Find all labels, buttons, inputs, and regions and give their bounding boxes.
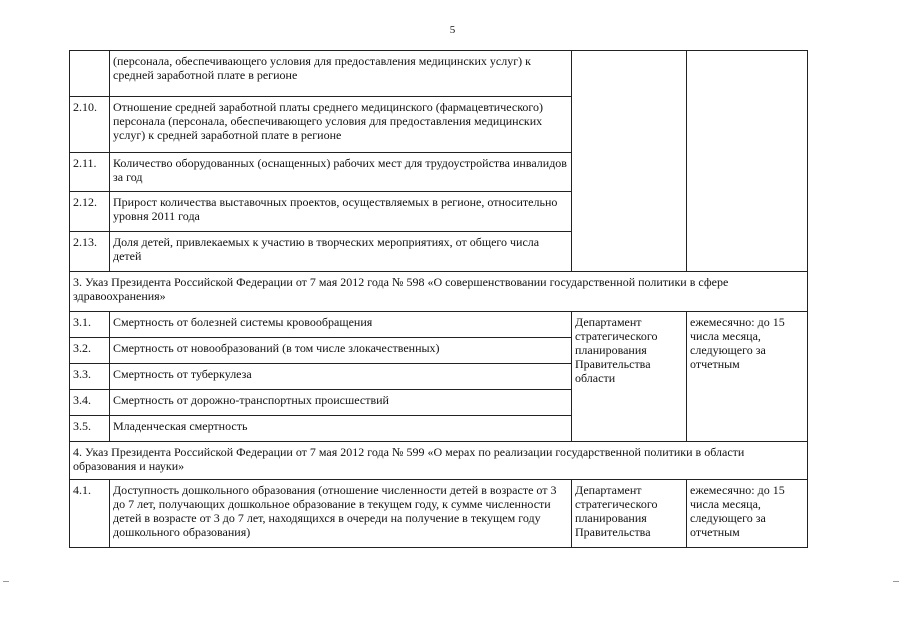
row-number: 3.3. [70,364,110,390]
row-text: Отношение средней заработной платы среднего медицинского (фармацевтического) персонала (персонала, обеспечивающего условия для предоставления медицинских услуг) к средней заработной плате в регионе [110,97,572,153]
period-cell: ежемесячно: до 15 числа месяца, следующего за отчетным [687,480,808,548]
table-row [70,51,808,97]
row-text: Смертность от новообразований (в том числе злокачественных) [110,338,572,364]
row-number: 3.4. [70,390,110,416]
row-text: Смертность от туберкулеза [110,364,572,390]
department-cell-empty [572,51,687,272]
row-text: Доля детей, привлекаемых к участию в творческих мероприятиях, от общего числа детей [110,232,572,272]
row-text: (персонала, обеспечивающего условия для предоставления медицинских услуг) к средней заработной плате в регионе [110,51,572,97]
section-heading: 3. Указ Президента Российской Федерации от 7 мая 2012 года № 598 «О совершенствовании государственной политики в сфере здравоохранения» [70,272,808,312]
row-text: Младенческая смертность [110,416,572,442]
row-number: 2.11. [70,153,110,192]
row-number: 3.2. [70,338,110,364]
row-text: Доступность дошкольного образования (отношение численности детей в возрасте от 3 до 7 лет, получающих дошкольное образование в текущем году, к сумме численности детей в возрасте от 3 до 7 лет, находящихся в очереди на получение в текущем году дошкольного образования) [110,480,572,548]
page-number: 5 [449,24,456,36]
table-row [70,480,808,548]
row-number: 3.1. [70,312,110,338]
department-cell: Департамент стратегического планирования Правительства [572,480,687,548]
section-heading-row [70,442,808,480]
scan-mark [893,581,899,582]
section-heading: 4. Указ Президента Российской Федерации от 7 мая 2012 года № 599 «О мерах по реализации государственной политики в области образования и науки» [70,442,808,480]
indicators-table [69,50,808,548]
row-number: 2.13. [70,232,110,272]
section-heading-row [70,272,808,312]
period-cell-empty [687,51,808,272]
row-text: Прирост количества выставочных проектов, осуществляемых в регионе, относительно уровня 2011 года [110,192,572,232]
scan-mark [3,581,9,582]
row-text: Смертность от болезней системы кровообращения [110,312,572,338]
row-text: Смертность от дорожно-транспортных происшествий [110,390,572,416]
row-number: 4.1. [70,480,110,548]
department-cell: Департамент стратегического планирования Правительства области [572,312,687,442]
table-row [70,312,808,338]
row-number: 3.5. [70,416,110,442]
row-number: 2.10. [70,97,110,153]
row-text: Количество оборудованных (оснащенных) рабочих мест для трудоустройства инвалидов за год [110,153,572,192]
row-number [70,51,110,97]
row-number: 2.12. [70,192,110,232]
period-cell: ежемесячно: до 15 числа месяца, следующего за отчетным [687,312,808,442]
